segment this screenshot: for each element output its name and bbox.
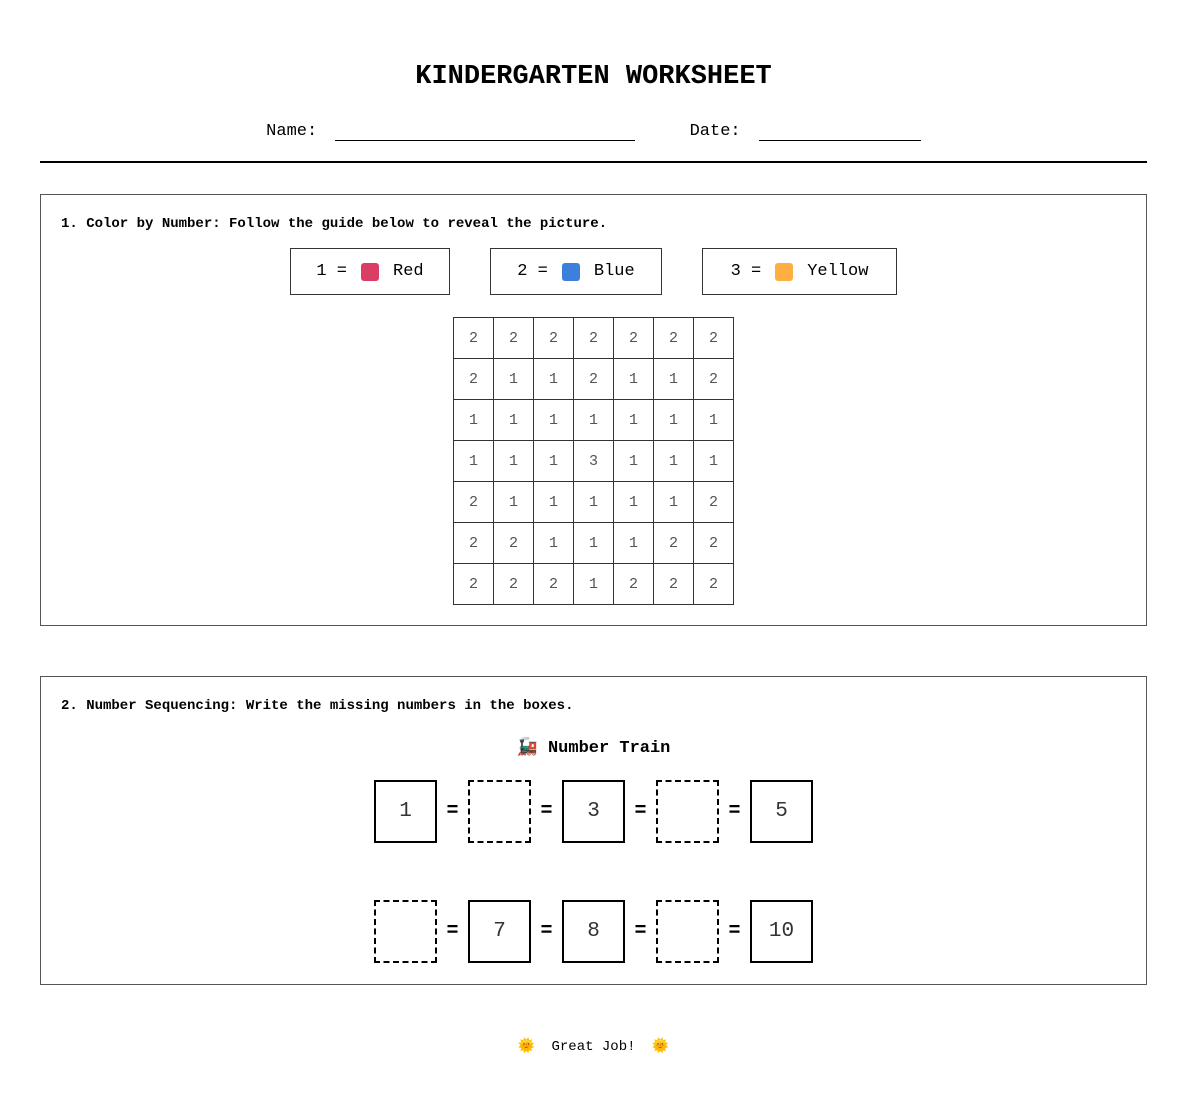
grid-row [454, 359, 734, 400]
number-box: 7 [468, 900, 531, 963]
equals-connector: = [634, 920, 647, 943]
grid-cell[interactable]: 2 [614, 564, 654, 605]
grid-cell[interactable]: 1 [614, 400, 654, 441]
grid-cell[interactable]: 2 [574, 359, 614, 400]
grid-cell[interactable]: 2 [454, 359, 494, 400]
grid-cell[interactable]: 1 [534, 523, 574, 564]
grid-row [454, 523, 734, 564]
train-icon: 🚂 [516, 739, 538, 758]
equals-connector: = [540, 800, 553, 823]
number-box: 3 [562, 780, 625, 843]
number-box: 5 [750, 780, 813, 843]
footer-text: Great Job! [551, 1039, 636, 1055]
grid-cell[interactable]: 2 [494, 564, 534, 605]
equals-connector: = [446, 920, 459, 943]
footer [0, 1038, 1187, 1055]
legend-item-yellow [702, 248, 897, 295]
grid-row [454, 564, 734, 605]
equals-connector: = [634, 800, 647, 823]
grid-cell[interactable]: 2 [654, 523, 694, 564]
grid-cell[interactable]: 1 [574, 400, 614, 441]
color-swatch [361, 263, 379, 281]
grid-cell[interactable]: 1 [694, 400, 734, 441]
grid-cell[interactable]: 1 [494, 482, 534, 523]
grid-cell[interactable]: 2 [454, 318, 494, 359]
question-1: 1. Color by Number: Follow the guide below to reveal the picture. [61, 216, 608, 232]
grid-cell[interactable]: 2 [454, 523, 494, 564]
legend-item-blue [490, 248, 662, 295]
grid-cell[interactable]: 1 [574, 523, 614, 564]
color-swatch [775, 263, 793, 281]
grid-cell[interactable]: 1 [534, 441, 574, 482]
sun-icon: 🌞 [651, 1039, 670, 1055]
train-heading [41, 737, 1146, 758]
grid-cell[interactable]: 1 [654, 359, 694, 400]
grid-row [454, 482, 734, 523]
legend-number: 3 = [730, 262, 762, 281]
grid-cell[interactable]: 2 [534, 564, 574, 605]
grid-row [454, 318, 734, 359]
grid-cell[interactable]: 1 [654, 400, 694, 441]
grid-cell[interactable]: 2 [614, 318, 654, 359]
legend-label: Red [393, 262, 424, 281]
missing-number-box[interactable] [468, 780, 531, 843]
grid-cell[interactable]: 1 [614, 523, 654, 564]
equals-connector: = [540, 920, 553, 943]
legend-number: 2 = [517, 262, 548, 281]
number-box: 1 [374, 780, 437, 843]
missing-number-box[interactable] [656, 900, 719, 963]
grid-cell[interactable]: 1 [614, 482, 654, 523]
grid-cell[interactable]: 2 [454, 482, 494, 523]
number-sequencing-section [40, 676, 1147, 985]
grid-cell[interactable]: 1 [454, 400, 494, 441]
legend-number: 1 = [316, 262, 347, 281]
equals-connector: = [446, 800, 459, 823]
grid-cell[interactable]: 1 [494, 441, 534, 482]
date-label: Date: [689, 122, 741, 141]
question-2: 2. Number Sequencing: Write the missing numbers in the boxes. [61, 698, 574, 714]
date-field[interactable] [759, 120, 921, 141]
grid-cell[interactable]: 1 [614, 359, 654, 400]
number-box: 8 [562, 900, 625, 963]
grid-cell[interactable]: 1 [654, 441, 694, 482]
page-title: KINDERGARTEN WORKSHEET [415, 62, 772, 92]
grid-cell[interactable]: 2 [494, 523, 534, 564]
grid-cell[interactable]: 1 [494, 400, 534, 441]
grid-cell[interactable]: 1 [614, 441, 654, 482]
grid-cell[interactable]: 1 [574, 564, 614, 605]
train-title: Number Train [547, 739, 671, 758]
color-grid [453, 317, 734, 605]
divider [40, 161, 1147, 163]
legend-item-red [290, 248, 450, 295]
grid-cell[interactable]: 2 [654, 318, 694, 359]
name-date-row [0, 120, 1187, 141]
grid-cell[interactable]: 2 [654, 564, 694, 605]
grid-cell[interactable]: 1 [574, 482, 614, 523]
name-field[interactable] [335, 120, 635, 141]
grid-row [454, 441, 734, 482]
color-by-number-section [40, 194, 1147, 626]
grid-cell[interactable]: 1 [654, 482, 694, 523]
grid-cell[interactable]: 2 [454, 564, 494, 605]
grid-cell[interactable]: 2 [574, 318, 614, 359]
equals-connector: = [728, 800, 741, 823]
grid-cell[interactable]: 2 [494, 318, 534, 359]
grid-cell[interactable]: 2 [534, 318, 574, 359]
grid-cell[interactable]: 2 [694, 564, 734, 605]
grid-cell[interactable]: 1 [534, 482, 574, 523]
grid-cell[interactable]: 1 [534, 400, 574, 441]
legend-label: Yellow [807, 262, 869, 281]
grid-cell[interactable]: 1 [534, 359, 574, 400]
equals-connector: = [728, 920, 741, 943]
legend-label: Blue [593, 262, 635, 281]
grid-cell[interactable]: 3 [574, 441, 614, 482]
grid-row [454, 400, 734, 441]
grid-cell[interactable]: 2 [694, 523, 734, 564]
grid-cell[interactable]: 2 [694, 482, 734, 523]
grid-cell[interactable]: 2 [694, 359, 734, 400]
grid-cell[interactable]: 2 [694, 318, 734, 359]
sun-icon: 🌞 [517, 1039, 536, 1055]
missing-number-box[interactable] [374, 900, 437, 963]
color-swatch [562, 263, 580, 281]
grid-cell[interactable]: 1 [694, 441, 734, 482]
grid-cell[interactable]: 1 [454, 441, 494, 482]
name-label: Name: [266, 122, 318, 141]
grid-cell[interactable]: 1 [494, 359, 534, 400]
missing-number-box[interactable] [656, 780, 719, 843]
number-box: 10 [750, 900, 813, 963]
